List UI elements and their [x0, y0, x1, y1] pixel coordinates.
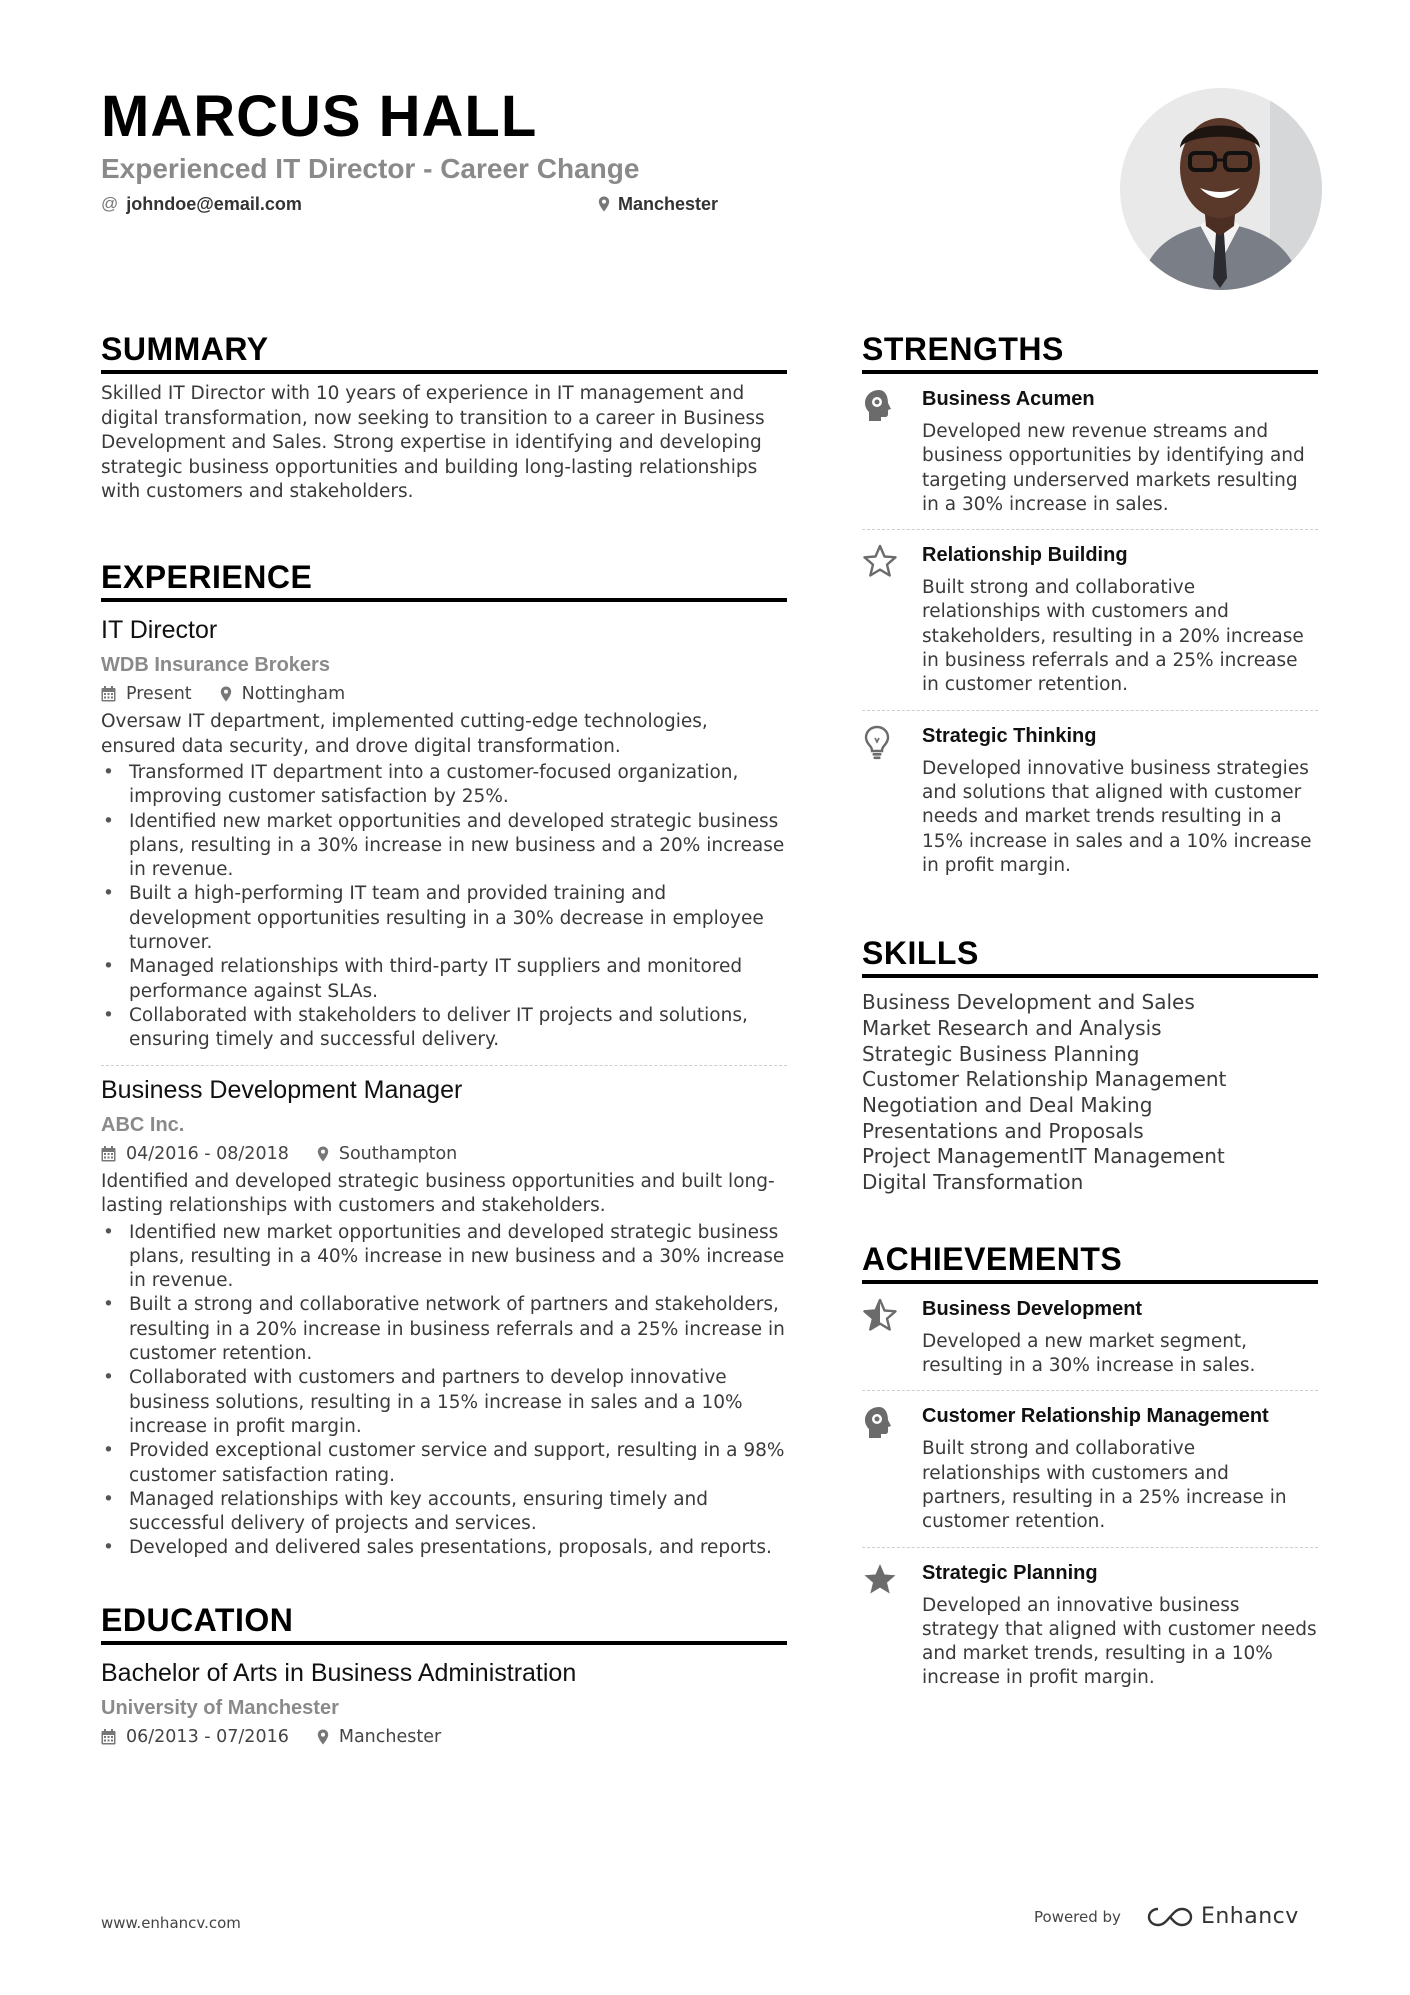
location-pin-icon — [598, 196, 610, 212]
achievement-desc: Developed a new market segment, resulting in a 30% increase in sales. — [922, 1330, 1256, 1377]
skill-item: Project ManagementIT Management — [862, 1144, 1225, 1169]
job-description: Oversaw IT department, implemented cutting-edge technologies, ensured data security, and drove digital transformation. — [101, 711, 708, 757]
job-location: Southampton — [338, 1143, 458, 1164]
achievement-title: Business Development — [922, 1297, 1143, 1320]
job-description: Identified and developed strategic business opportunities and built long-lasting relationships with customers and stakeholders. — [101, 1170, 775, 1217]
achievement-title: Customer Relationship Management — [922, 1405, 1269, 1428]
bullet-item: • Collaborated with stakeholders to deliver IT projects and solutions, ensuring timely and successful delivery. — [101, 1004, 787, 1053]
job-title: IT Director — [101, 616, 218, 644]
portrait-icon — [1120, 88, 1322, 290]
education-section — [101, 1601, 787, 1749]
company-name: WDB Insurance Brokers — [101, 654, 330, 676]
skills-section — [862, 934, 1318, 1196]
at-icon: @ — [101, 194, 119, 213]
strength-title: Strategic Thinking — [922, 724, 1097, 747]
skill-item: Digital Transformation — [862, 1170, 1084, 1195]
achievements-section — [862, 1240, 1318, 1703]
strength-title: Business Acumen — [922, 388, 1095, 410]
strength-item — [862, 711, 1318, 890]
candidate-tagline: Experienced IT Director - Career Change — [101, 153, 640, 184]
summary-section — [101, 330, 787, 505]
candidate-name: MARCUS HALL — [101, 84, 538, 149]
skills-list — [862, 990, 1318, 1196]
powered-by-label: Powered by — [1034, 1907, 1121, 1926]
website-link[interactable]: www.enhancv.com — [101, 1914, 241, 1932]
job-bullets — [101, 1221, 787, 1561]
skill-item: Market Research and Analysis — [862, 1015, 1162, 1040]
strengths-title: STRENGTHS — [862, 330, 1318, 374]
left-column — [101, 330, 787, 1747]
strength-title: Relationship Building — [922, 544, 1128, 567]
experience-title: EXPERIENCE — [101, 558, 787, 602]
job-entry — [101, 614, 787, 1053]
job-dates: Present — [126, 684, 192, 704]
strength-desc: Developed new revenue streams and business opportunities by identifying and targeting underserved markets resulting in a 30% increase in sales. — [922, 421, 1305, 515]
contact-location — [598, 192, 718, 216]
education-location: Manchester — [338, 1726, 442, 1747]
summary-text: Skilled IT Director with 10 years of experience in IT management and digital transformation, now seeking to transition to a career in Business Development and Sales. Strong expertise in identifying and developing strategic business opportunities and building long-lasting relationships with customers and stakeholders. — [101, 383, 765, 502]
education-dates: 06/2013 - 07/2016 — [126, 1726, 289, 1747]
job-dates: 04/2016 - 08/2018 — [126, 1143, 289, 1164]
job-meta — [101, 682, 787, 706]
enhancv-logo-icon — [1147, 1906, 1193, 1928]
right-column — [862, 330, 1318, 1703]
experience-section — [101, 558, 787, 1749]
powered-by — [1034, 1904, 1299, 1929]
bullet-item: • Managed relationships with key accounts, ensuring timely and successful delivery of projects and services. — [101, 1488, 787, 1537]
bullet-item: • Collaborated with customers and partners to develop innovative business solutions, resulting in a 15% increase in sales and a 10% increase in profit margin. — [101, 1366, 787, 1439]
job-bullets — [101, 761, 787, 1053]
strength-desc: Built strong and collaborative relationships with customers and stakeholders, resulting in a 20% increase in business referrals and a 25% increase in customer retention. — [922, 577, 1304, 696]
skill-item: Presentations and Proposals — [862, 1118, 1144, 1143]
job-meta — [101, 1142, 787, 1166]
skill-item: Customer Relationship Management — [862, 1067, 1227, 1092]
star-filled-icon — [862, 1562, 898, 1596]
strength-item — [862, 530, 1318, 709]
head-icon — [862, 388, 896, 424]
skill-item: Strategic Business Planning — [862, 1041, 1140, 1066]
education-title: EDUCATION — [101, 1601, 787, 1645]
strength-item — [862, 374, 1318, 529]
school-name: University of Manchester — [101, 1696, 339, 1719]
skill-item: Negotiation and Deal Making — [862, 1092, 1153, 1117]
bullet-item: • Identified new market opportunities and developed strategic business plans, resulting in a 40% increase in new business and a 30% increase in revenue. — [101, 1221, 787, 1294]
email-text: johndoe@email.com — [126, 194, 302, 214]
achievements-title: ACHIEVEMENTS — [862, 1240, 1318, 1284]
bullet-item: • Managed relationships with third-party IT suppliers and monitored performance against SLAs. — [101, 955, 787, 1004]
strengths-section — [862, 330, 1318, 890]
job-location: Nottingham — [241, 684, 346, 704]
star-half-icon — [862, 1298, 898, 1332]
achievement-title: Strategic Planning — [922, 1561, 1098, 1584]
bullet-item: • Developed and delivered sales presentations, proposals, and reports. — [101, 1536, 787, 1560]
education-meta — [101, 1725, 787, 1749]
job-title: Business Development Manager — [101, 1075, 463, 1104]
bullet-item: • Built a high-performing IT team and provided training and development opportunities resulting in a 30% decrease in employee turnover. — [101, 882, 787, 955]
bullet-item: • Transformed IT department into a customer-focused organization, improving customer satisfaction by 25%. — [101, 761, 787, 810]
job-entry — [101, 1074, 787, 1561]
location-text: Manchester — [618, 194, 719, 214]
achievement-item — [862, 1391, 1318, 1546]
location-pin-icon — [220, 686, 232, 702]
star-outline-icon — [862, 544, 898, 578]
achievement-desc: Developed an innovative business strategy that aligned with customer needs and market trends, resulting in a 10% increase in profit margin. — [922, 1594, 1317, 1689]
skill-item: Business Development and Sales — [862, 990, 1195, 1015]
strength-desc: Developed innovative business strategies and solutions that aligned with customer needs and market trends resulting in a 15% increase in sales and a 10% increase in profit margin. — [922, 757, 1312, 876]
bullet-item: • Identified new market opportunities and developed strategic business plans, resulting in a 30% increase in new business and a 20% increase in revenue. — [101, 810, 787, 883]
lightbulb-icon — [862, 725, 892, 761]
bullet-item: • Built a strong and collaborative network of partners and stakeholders, resulting in a 20% increase in business referrals and a 25% increase in customer retention. — [101, 1293, 787, 1366]
profile-photo — [1120, 88, 1322, 290]
achievement-item — [862, 1284, 1318, 1391]
enhancv-logo[interactable] — [1147, 1904, 1299, 1929]
calendar-icon — [101, 686, 116, 702]
head-icon — [862, 1405, 896, 1441]
achievement-item — [862, 1548, 1318, 1703]
degree-title: Bachelor of Arts in Business Administration — [101, 1658, 577, 1687]
location-pin-icon — [317, 1146, 329, 1162]
company-name: ABC Inc. — [101, 1113, 185, 1136]
bullet-item: • Provided exceptional customer service and support, resulting in a 98% customer satisfaction rating. — [101, 1439, 787, 1488]
skills-title: SKILLS — [862, 934, 1318, 978]
achievement-desc: Built strong and collaborative relationships with customers and partners, resulting in a 25% increase in customer retention. — [922, 1438, 1287, 1533]
calendar-icon — [101, 1146, 116, 1162]
location-pin-icon — [317, 1729, 329, 1745]
calendar-icon — [101, 1729, 116, 1745]
contact-email — [101, 192, 302, 216]
summary-title: SUMMARY — [101, 330, 787, 374]
divider — [101, 1065, 787, 1066]
brand-name: Enhancv — [1200, 1904, 1299, 1929]
